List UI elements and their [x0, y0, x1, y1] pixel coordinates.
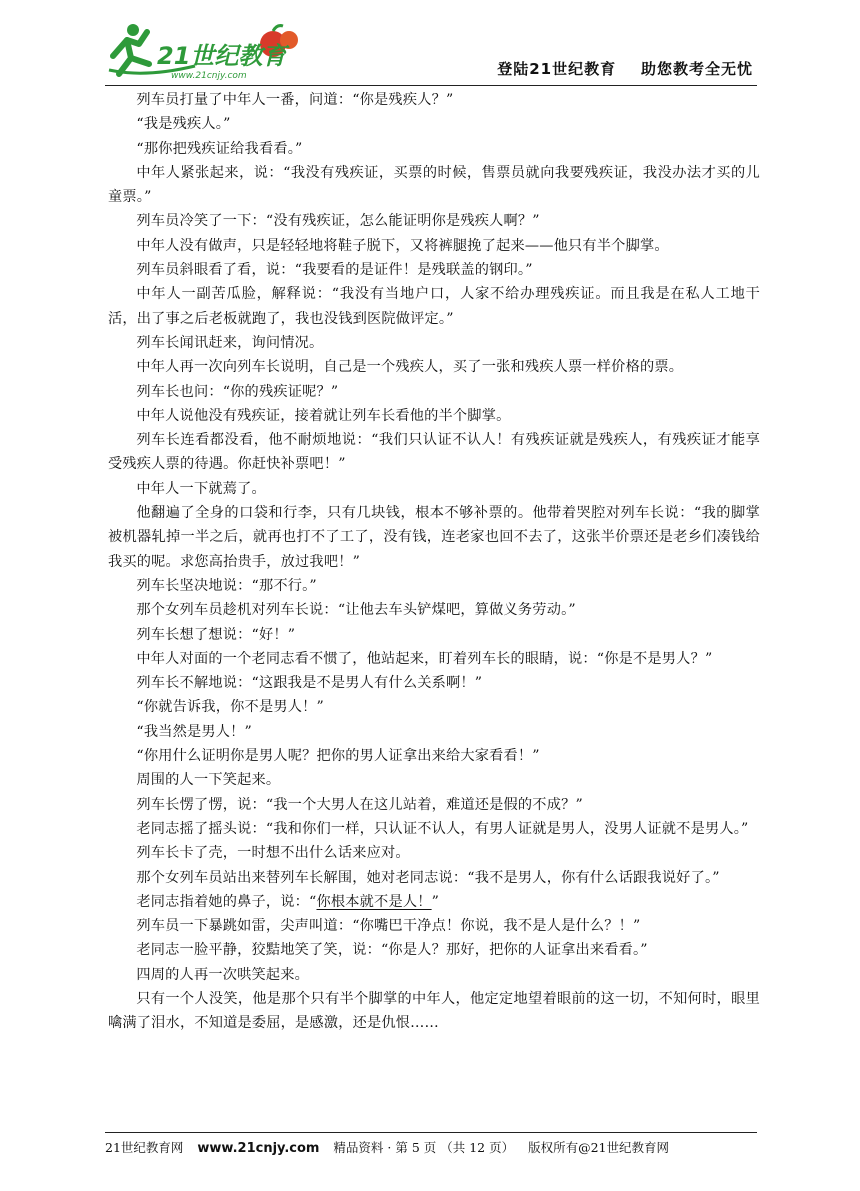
footer-divider	[105, 1132, 757, 1133]
paragraph: 列车员一下暴跳如雷，尖声叫道：“你嘴巴干净点！你说，我不是人是什么？！”	[136, 918, 641, 935]
paragraph: 列车长闻讯赶来，询问情况。	[136, 334, 324, 351]
paragraph: 列车长卡了壳，一时想不出什么话来应对。	[136, 845, 410, 862]
paragraph: 列车长坚决地说：“那不行。”	[136, 577, 317, 594]
paragraph: “我当然是男人！”	[136, 723, 253, 740]
paragraph: 列车长也问：“你的残疾证呢？”	[136, 383, 339, 400]
paragraph: “你用什么证明你是男人呢？把你的男人证拿出来给大家看看！”	[136, 748, 540, 765]
paragraph: 列车长愣了愣，说：“我一个大男人在这儿站着，难道还是假的不成？”	[136, 796, 583, 813]
header-divider	[105, 85, 757, 86]
paragraph: 那个女列车员趁机对列车长说：“让他去车头铲煤吧，算做义务劳动。”	[136, 602, 576, 619]
paragraph: 老同志摇了摇头说：“我和你们一样，只认证不认人，有男人证就是男人，没男人证就不是男人。”	[136, 820, 749, 837]
logo-text: 21世纪教育	[157, 42, 287, 70]
paragraph: 中年人一副苦瓜脸，解释说：“我没有当地户口，人家不给办理残疾证。而且我是在私人工地干活，出了事之后老板就跑了，我也没钱到医院做评定。”	[108, 286, 760, 327]
page-footer	[105, 1138, 757, 1156]
paragraph: 列车员打量了中年人一番，问道：“你是残疾人？”	[136, 92, 454, 108]
footer-url[interactable]: www.21cnjy.com	[197, 1141, 320, 1156]
paragraph: 只有一个人没笑，他是那个只有半个脚掌的中年人，他定定地望着眼前的这一切，不知何时，眼里噙满了泪水，不知道是委屈，是感激，还是仇恨……	[108, 990, 760, 1032]
page-header	[105, 18, 757, 86]
paragraph: 四周的人再一次哄笑起来。	[136, 966, 310, 983]
paragraph: 列车员斜眼看了看，说：“我要看的是证件！是残联盖的钢印。”	[136, 262, 533, 279]
paragraph-underlined	[108, 890, 760, 914]
paragraph: 中年人紧张起来，说：“我没有残疾证，买票的时候，售票员就向我要残疾证，我没办法才买的儿童票。”	[108, 164, 760, 206]
paragraph: 列车员冷笑了一下：“没有残疾证，怎么能证明你是残疾人啊？”	[136, 213, 540, 230]
footer-page-info: 精品资料 · 第 5 页 （共 12 页）	[333, 1140, 515, 1155]
paragraph: 中年人对面的一个老同志看不惯了，他站起来，盯着列车长的眼睛，说：“你是不是男人？”	[136, 650, 713, 667]
paragraph: 中年人一下就蔫了。	[136, 480, 266, 497]
header-slogan: 登陆21世纪教育 助您教考全无忧	[497, 60, 753, 78]
footer-site-name: 21世纪教育网	[105, 1140, 184, 1155]
paragraph: 周围的人一下笑起来。	[136, 772, 281, 789]
paragraph: 中年人说他没有残疾证，接着就让列车长看他的半个脚掌。	[136, 407, 511, 424]
footer-copyright: 版权所有@21世纪教育网	[528, 1140, 669, 1155]
underlined-text: 你根本就不是人！	[316, 893, 432, 910]
site-logo	[105, 18, 310, 82]
article-body	[108, 88, 760, 1036]
paragraph: 列车长想了想说：“好！”	[136, 626, 296, 643]
paragraph: 中年人再一次向列车长说明，自己是一个残疾人，买了一张和残疾人票一样价格的票。	[136, 359, 684, 376]
paragraph: 那个女列车员站出来替列车长解围，她对老同志说：“我不是男人，你有什么话跟我说好了。”	[136, 869, 720, 886]
paragraph: “我是残疾人。”	[136, 116, 231, 133]
paragraph: 列车长连看都没看，他不耐烦地说：“我们只认证不认人！有残疾证就是残疾人，有残疾证才能享受残疾人票的待遇。你赶快补票吧！”	[108, 432, 760, 473]
paragraph: “你就告诉我，你不是男人！”	[136, 699, 324, 716]
paragraph: 列车长不解地说：“这跟我是不是男人有什么关系啊！”	[136, 675, 483, 692]
paragraph: “那你把残疾证给我看看。”	[136, 140, 303, 157]
paragraph: 中年人没有做声，只是轻轻地将鞋子脱下，又将裤腿挽了起来——他只有半个脚掌。	[136, 237, 669, 254]
text-before: 老同志指着她的鼻子，说：“	[136, 893, 317, 910]
paragraph: 他翻遍了全身的口袋和行李，只有几块钱，根本不够补票的。他带着哭腔对列车长说：“我的脚掌被机器轧掉一半之后，就再也打不了工了，没有钱，连老家也回不去了，这张半价票还是老乡们凑钱给我买的呢。求您高抬贵手，放过我吧！”	[108, 505, 760, 570]
text-after: ”	[431, 893, 440, 910]
logo-url: www.21cnjy.com	[171, 71, 247, 81]
paragraph: 老同志一脸平静，狡黠地笑了笑，说：“你是人？那好，把你的人证拿出来看看。”	[136, 942, 648, 959]
